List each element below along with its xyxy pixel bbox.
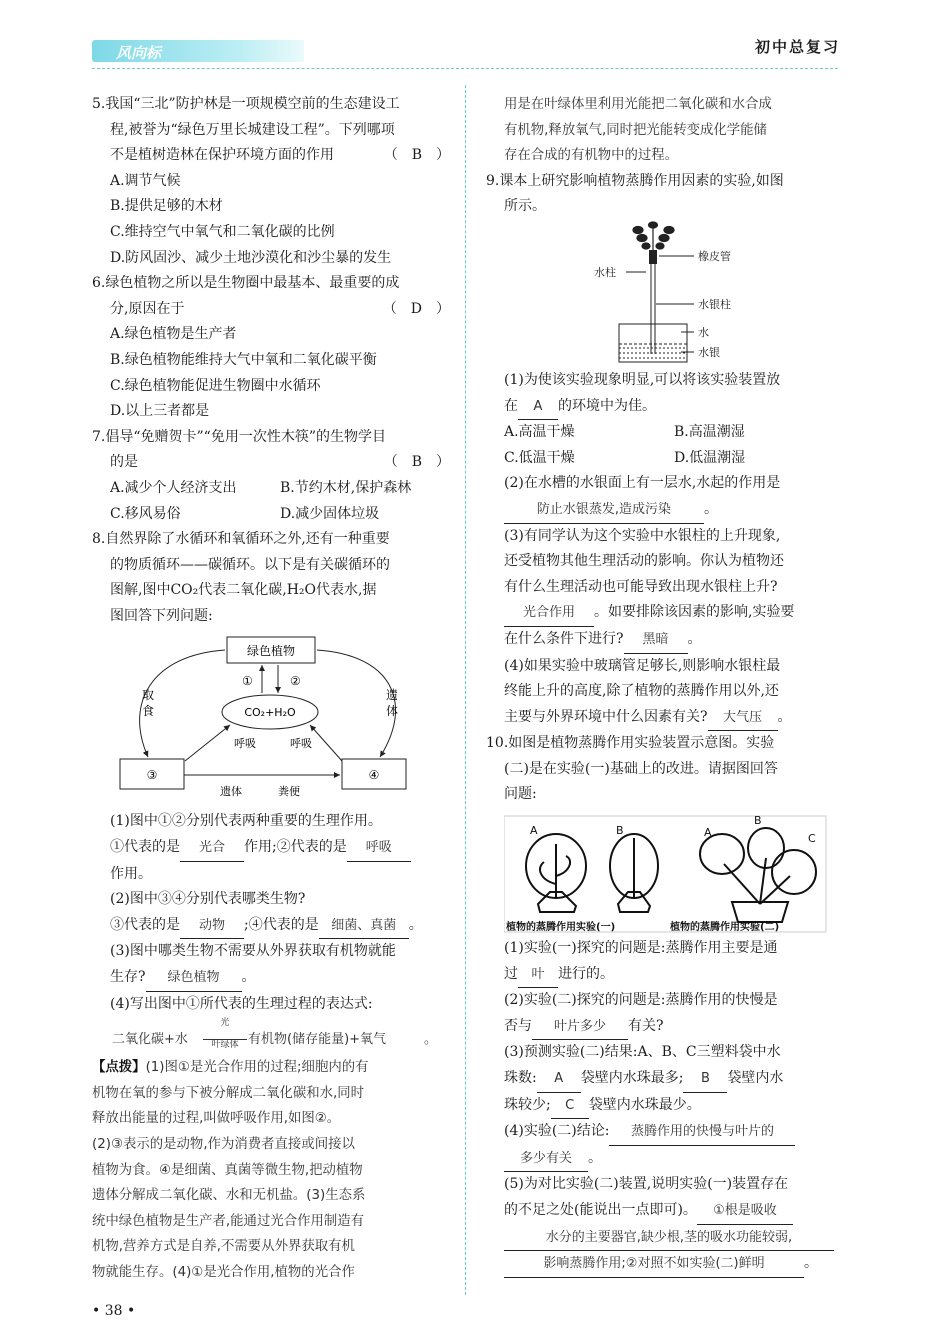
answer-blank: A — [537, 1066, 581, 1093]
right-column — [486, 92, 844, 1278]
column-divider — [465, 85, 466, 1295]
left-column — [92, 92, 450, 1286]
answer-blank: 多少有关 — [504, 1146, 588, 1173]
question-10: 10.如图是植物蒸腾作用实验装置示意图。实验 (二)是在实验(一)基础上的改进。请据图回答 问题: A B A B C 植物的蒸腾作用实验(一) 植物的蒸腾作用实验(二) (1)实验(一)探究的问题是:蒸腾作用主要是通 过 叶 进行的。 (2)实验(二)探究的问题是:蒸腾作用的快慢是 否与 叶片多少 有关? (3)预测实验(二)结果:A、B、C三塑料袋中水 珠数: A 袋壁内水珠最多; B 袋壁内水 珠较少; C 袋壁内水珠最少。 (4)实验(二)结论: 蒸腾作用的快慢与叶片的 多少有关 。 (5)为对比实验(二)装置,说明实验(一)装置存在 的不足之处(能说出一点即可)。 ①根是吸收 水分的主要器官,缺少根,茎的吸水功能较弱, 影响蒸腾作用;②对照不如实验(二)鲜明 。 — [486, 731, 844, 1278]
header-divider — [92, 68, 838, 69]
label-C-exp2: C — [808, 832, 816, 846]
answer-blank: ①根是吸收 — [697, 1198, 793, 1225]
label-B-exp2: B — [754, 814, 762, 828]
option: C.绿色植物能促进生物圈中水循环 — [110, 377, 321, 394]
diagram-node-3: ③ — [146, 768, 158, 783]
label-A-exp1: A — [530, 824, 538, 838]
question-8: 8.自然界除了水循环和氧循环之外,还有一种重要 的物质循环——碳循环。以下是有关碳循环的 图解,图中CO₂代表二氧化碳,H₂O代表水,据 图回答下列问题: 绿色植物 CO₂+H₂O ① ② ③ ④ 取 食 遗 体 呼吸 呼吸 遗体 粪便 (1)图中①②分别代表两种重要的生理作用。 ①代表的是 光合 作用;②代表的是 呼吸 作用。 (2)图中③④分别代表哪类生物? ③代表的是 动物 ;④代表的是 细菌、真菌 。 (3)图中哪类生物不需要从外界获取有机物就能 生存? 绿色植物 。 (4)写出图中①所代表的生理过程的表达式: 二氧化碳+水 光 叶绿体 有机物(储存能量)+氧气 。 【点拨】(1)图①是光合作用的过程;细胞内的有 机物在氧的参与下被分解成二氧化碳和水,同时 释放出能量的过程,叫做呼吸作用,如图②。 (2)③表示的是动物,作为消费者直接或间接以 植物为食。④是细菌、真菌等微生物,把动植物 遗体分解成二氧化碳、水和无机盐。(3)生态系 统中绿色植物是生产者,能通过光合作用制造有 机物,营养方式是自养,不需要从外界获取有机 物就能生存。(4)①是光合作用,植物的光合作 — [92, 527, 450, 1285]
answer-blank: 细菌、真菌 — [319, 913, 409, 940]
answer-blank: 大气压 — [708, 705, 778, 732]
answer-choice: （ D ） — [382, 300, 450, 317]
caption-exp2: 植物的蒸腾作用实验(二) — [670, 922, 780, 934]
answer-choice: （ B ） — [383, 454, 450, 471]
label-remains-2: 体 — [386, 704, 399, 719]
header-title: 初中总复习 — [754, 38, 840, 56]
transpiration-experiment-figure — [504, 814, 862, 934]
option: B.绿色植物能维持大气中氧和二氧化碳平衡 — [110, 351, 377, 368]
label-A-exp2: A — [704, 826, 712, 840]
option: D.防风固沙、减少土地沙漠化和沙尘暴的发生 — [110, 249, 392, 266]
label-remains-1: 遗 — [386, 688, 399, 703]
answer-blank: 影响蒸腾作用;②对照不如实验(二)鲜明 — [504, 1251, 804, 1278]
option: C.移风易俗 — [110, 505, 181, 522]
label-feces: 粪便 — [278, 785, 300, 799]
option: B.高温潮湿 — [674, 424, 745, 441]
label-feed-1: 取 — [142, 688, 155, 703]
answer-blank: 光合 — [180, 835, 244, 862]
answer-blank: 绿色植物 — [146, 965, 242, 992]
page-number: • 38 • — [92, 1303, 136, 1319]
hint-block-continued: 用是在叶绿体里利用光能把二氧化碳和水合成 有机物,释放氧气,同时把光能转变成化学能储 存在合成的有机物中的过程。 — [504, 97, 772, 164]
label-water: 水 — [698, 325, 709, 339]
option: A.减少个人经济支出 — [110, 479, 237, 496]
label-B-exp1: B — [616, 824, 624, 838]
hint-block: 【点拨】(1)图①是光合作用的过程;细胞内的有 机物在氧的参与下被分解成二氧化碳和水,同时 释放出能量的过程,叫做呼吸作用,如图②。 (2)③表示的是动物,作为消费者直接或间接以 植物为食。④是细菌、真菌等微生物,把动植物 遗体分解成二氧化碳、水和无机盐。(3)生态系 统中绿色植物是生产者,能通过光合作用制造有 机物,营养方式是自养,不需要从外界获取有机 物就能生存。(4)①是光合作用,植物的光合作 — [92, 1060, 369, 1280]
question-6: 6.绿色植物之所以是生物圈中最基本、最重要的成 分,原因在于 （ D ） A.绿色植物是生产者 B.绿色植物能维持大气中氧和二氧化碳平衡 C.绿色植物能促进生物圈中水循环 D.以上三者都是 — [92, 271, 450, 425]
answer-blank: 黑暗 — [624, 627, 688, 654]
label-2: ② — [290, 674, 301, 689]
label-water-column: 水柱 — [594, 265, 616, 279]
answer-blank: A — [518, 394, 558, 421]
option: C.维持空气中氧气和二氧化碳的比例 — [110, 223, 335, 240]
caption-exp1: 植物的蒸腾作用实验(一) — [506, 922, 616, 934]
answer-blank: C — [551, 1093, 589, 1120]
answer-blank: 动物 — [180, 913, 244, 940]
label-resp-left: 呼吸 — [234, 737, 256, 751]
label-1: ① — [242, 674, 253, 689]
label-feed-2: 食 — [142, 704, 155, 719]
option: D.减少固体垃圾 — [280, 505, 380, 522]
answer-blank: 叶 — [518, 962, 558, 989]
diagram-node-plant: 绿色植物 — [246, 644, 296, 659]
option: D.低温潮湿 — [674, 449, 746, 466]
answer-blank: 水分的主要器官,缺少根,茎的吸水功能较弱, — [504, 1225, 834, 1252]
question-5: 5.我国“三北”防护林是一项规模空前的生态建设工 程,被誉为“绿色万里长城建设工程”。下列哪项 不是植树造林在保护环境方面的作用 （ B ） A.调节气候 B.提供足够的木材 C.维持空气中氧气和二氧化碳的比例 D.防风固沙、减少土地沙漠化和沙尘暴的发生 — [92, 92, 450, 271]
brand-logo: 风向标 — [92, 40, 304, 62]
label-resp-right: 呼吸 — [290, 737, 312, 751]
label-mercury: 水银 — [698, 345, 720, 359]
answer-blank: 防止水银蒸发,造成污染 — [504, 497, 704, 524]
label-remains-bottom: 遗体 — [220, 785, 242, 799]
option: B.节约木材,保护森林 — [280, 479, 412, 496]
answer-blank: 呼吸 — [347, 835, 411, 862]
answer-choice: （ B ） — [383, 147, 450, 164]
question-7: 7.倡导“免赠贺卡”“免用一次性木筷”的生物学目 的是 （ B ） A.减少个人经济支出 B.节约木材,保护森林 C.移风易俗 D.减少固体垃圾 — [92, 425, 450, 527]
diagram-node-co2: CO₂+H₂O — [244, 706, 296, 720]
option: B.提供足够的木材 — [110, 198, 223, 215]
answer-blank: 光合作用 — [504, 600, 594, 627]
answer-blank: 叶片多少 — [532, 1014, 628, 1041]
option: D.以上三者都是 — [110, 403, 210, 420]
carbon-cycle-diagram — [92, 633, 450, 809]
answer-blank: B — [683, 1066, 727, 1093]
option: A.调节气候 — [110, 172, 181, 189]
equation: 二氧化碳+水 光 叶绿体 有机物(储存能量)+氧气 。 — [112, 1018, 438, 1051]
option: A.高温干燥 — [504, 424, 575, 441]
transpiration-apparatus — [486, 220, 844, 368]
option: C.低温干燥 — [504, 449, 575, 466]
label-mercury-column: 水银柱 — [698, 297, 731, 311]
question-9: 9.课本上研究影响植物蒸腾作用因素的实验,如图 所示。 橡皮管 水柱 水银柱 水 水银 (1)为使该实验现象明显,可以将该实验装置放 在 A 的环境中为佳。 A.高温干燥 B.高温潮湿 C.低温干燥 D.低温潮湿 (2)在水槽的水银面上有一层水,水起的作用是 防止水银蒸发,造成污染 。 (3)有同学认为这个实验中水银柱的上升现象, 还受植物其他生理活动的影响。你认为植物还 有什么生理活动也可能导致出现水银柱上升? 光合作用 。如要排除该因素的影响,实验要 在什么条件下进行? 黑暗 。 (4)如果实验中玻璃管足够长,则影响水银柱最 终能上升的高度,除了植物的蒸腾作用以外,还 主要与外界环境中什么因素有关? 大气压 。 — [486, 169, 844, 732]
option: A.绿色植物是生产者 — [110, 326, 237, 343]
diagram-node-4: ④ — [368, 768, 380, 783]
label-stopper: 橡皮管 — [698, 249, 731, 263]
answer-blank: 蒸腾作用的快慢与叶片的 — [609, 1119, 795, 1146]
